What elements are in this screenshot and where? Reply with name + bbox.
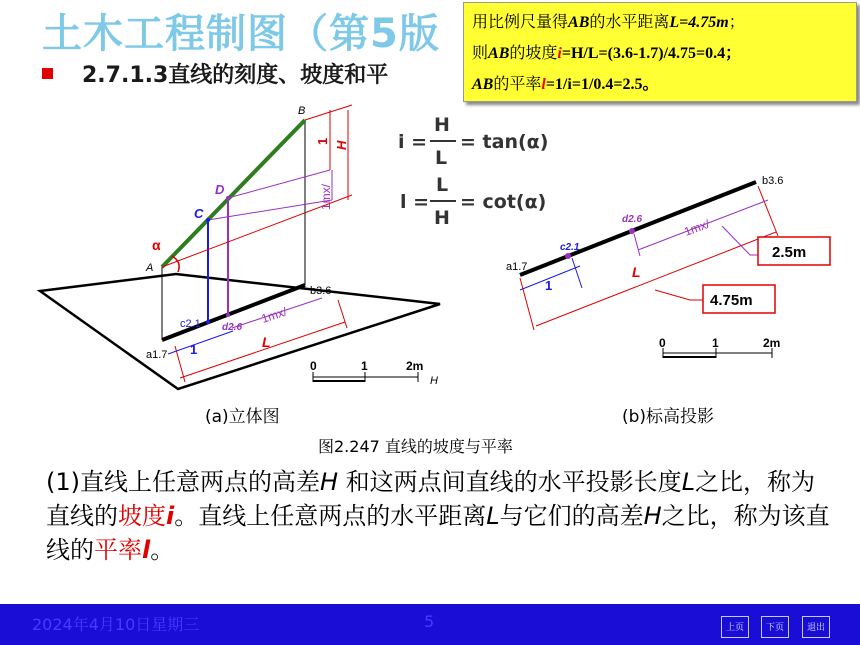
label-d26: d2.6: [222, 322, 243, 333]
caption-b: (b)标高投影: [622, 407, 715, 427]
label-1mx-l: 1mx/: [259, 304, 289, 326]
label-b: B: [298, 105, 306, 117]
formula-1-num: H: [434, 114, 450, 136]
dim-l-horizontal: [180, 322, 345, 378]
label-h: H: [334, 140, 349, 150]
label-vert-1mx: 1mx/: [319, 183, 333, 210]
label-1-b: 1: [545, 278, 553, 293]
body-paragraph: (1)直线上任意两点的高差H 和这两点间直线的水平投影长度L之比，称为直线的坡度i。直线上任意两点的水平距离L与它们的高差H之比，称为该直线的平率l。: [46, 468, 830, 564]
formula-2-num: L: [436, 174, 449, 196]
guide-b: [305, 105, 352, 120]
label-b36: b3.6: [310, 285, 332, 297]
scale-a-2m: 2m: [406, 359, 424, 373]
point-d26-b: [629, 228, 635, 234]
scale-b-0: 0: [659, 336, 666, 350]
page-number: 5: [424, 612, 435, 631]
formula-2-den: H: [434, 207, 450, 229]
label-c21: c2.1: [180, 318, 201, 330]
scale-a-0: 0: [310, 359, 317, 373]
note-line-1: 用比例尺量得AB的水平距离L=4.75m；: [472, 14, 745, 31]
label-vert-1: 1: [315, 137, 330, 145]
box-475m-label: 4.75m: [710, 292, 753, 309]
label-c21-b: c2.1: [560, 242, 580, 253]
line-ab-marked: [520, 182, 756, 275]
formulas: [398, 114, 548, 229]
label-c: C: [194, 206, 204, 221]
slide-subtitle: 2.7.1.3直线的刻度、坡度和平: [82, 63, 389, 88]
scale-b-2m: 2m: [763, 336, 781, 350]
formula-2-lhs: l =: [400, 191, 430, 213]
slide-title: 土木工程制图（第5版: [42, 11, 440, 57]
leader-475: [655, 290, 703, 300]
next-page-button[interactable]: 下页: [761, 616, 789, 638]
label-l-b: L: [632, 264, 641, 280]
label-b36-b: b3.6: [762, 175, 784, 187]
box-25m-label: 2.5m: [772, 244, 807, 261]
formula-1-den: L: [435, 147, 448, 169]
label-alpha: α: [152, 237, 161, 253]
point-d: [226, 196, 230, 200]
label-plane-h: H: [430, 375, 438, 387]
caption-a: (a)立体图: [205, 407, 280, 427]
line-ab-3d: [162, 120, 305, 267]
term-rate: 平率: [94, 536, 142, 564]
note-line-3: AB的平率l=1/i=1/0.4=2.5。: [472, 76, 659, 93]
term-slope: 坡度: [118, 502, 166, 530]
label-d: D: [215, 182, 225, 197]
note-line-2: 则AB的坡度i=H/L=(3.6-1.7)/4.75=0.4；: [472, 45, 742, 62]
prev-page-button[interactable]: 上页: [721, 616, 749, 638]
label-a: A: [146, 262, 154, 274]
point-c21: [206, 320, 210, 324]
label-1: 1: [190, 342, 198, 357]
figure-title: 图2.247 直线的坡度与平率: [318, 437, 513, 456]
exit-button[interactable]: 退出: [802, 616, 830, 638]
label-l: L: [262, 334, 271, 350]
label-d26-b: d2.6: [622, 214, 643, 225]
formula-1-lhs: i =: [398, 131, 428, 153]
label-a17: a1.7: [146, 349, 168, 361]
formula-1-rhs: = tan(α): [460, 131, 549, 153]
label-a17-b: a1.7: [506, 261, 528, 273]
scale-a-1: 1: [361, 359, 368, 373]
footer-date: 2024年4月10日星期三: [32, 615, 200, 634]
formula-2-rhs: = cot(α): [460, 191, 547, 213]
point-c: [206, 218, 210, 222]
label-1mx-l-b: 1mx/: [682, 216, 712, 239]
point-c21-b: [565, 253, 571, 259]
point-d26: [226, 313, 230, 317]
scale-b-1: 1: [712, 336, 719, 350]
